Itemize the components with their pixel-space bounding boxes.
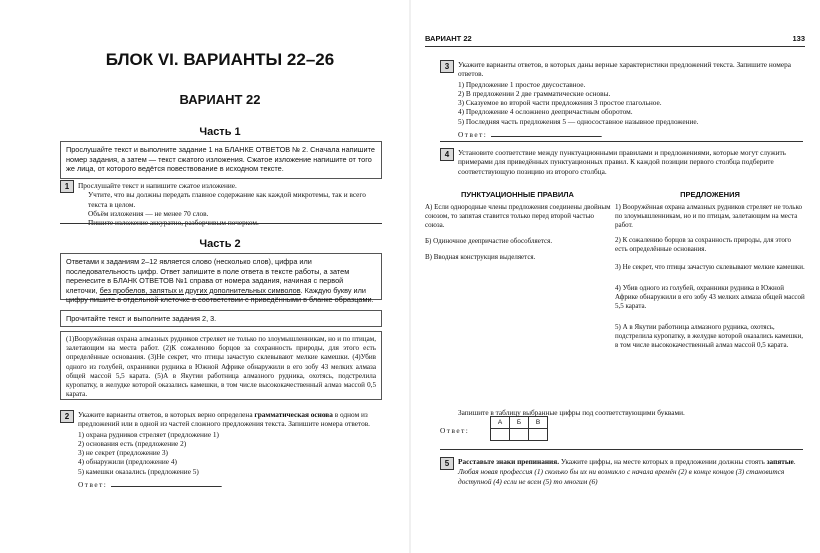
task5-number: 5	[440, 457, 454, 470]
rules-column-title: ПУНКТУАЦИОННЫЕ ПРАВИЛА	[461, 190, 574, 199]
task3-answer-row: Ответ: .	[458, 130, 604, 140]
task3-option: 3) Сказуемое во второй части предложения 3 простое глагольное.	[458, 98, 662, 108]
task3-option: 5) Последняя часть предложения 5 — односоставное назывное предложение.	[458, 116, 699, 126]
part2-instruction-b: . Каждую букву или цифру пишите в отдельной клеточке в соответствии с приведёнными в бланке образцами.	[66, 285, 374, 304]
task3-number: 3	[440, 60, 454, 73]
sentence-item: 4) Убив одного из голубей, охранники рудника в Южной Африке обнаружили в его зобу 43 мелких алмаза общей массой 5,5 карата.	[615, 284, 805, 310]
part2-title: Часть 2	[199, 238, 241, 250]
rule-item: В) Вводная конструкция выделяется.	[425, 253, 536, 261]
answer-label: Ответ:	[78, 480, 108, 490]
sentences-column	[615, 203, 805, 350]
task2-option: 5) камешки оказались (предложение 5)	[78, 466, 199, 476]
running-header: ВАРИАНТ 22	[425, 34, 472, 43]
task2-prefix: Укажите варианты ответов, в которых верно определена	[78, 410, 255, 419]
task2-answer-row: Ответ: .	[78, 480, 224, 490]
task1-line1: Прослушайте текст и напишите сжатое изложение.	[78, 181, 237, 190]
rule-item: А) Если однородные члены предложения соединены двойным союзом, то запятая ставится только перед второй частью союза.	[425, 203, 611, 229]
sentences-column-title: ПРЕДЛОЖЕНИЯ	[680, 190, 740, 199]
rules-column	[425, 203, 613, 262]
sentence-item: 2) К сожалению борцов за сохранность природы, для этого есть определённые основания.	[615, 236, 792, 253]
task4-number: 4	[440, 148, 454, 161]
task5-sentence: Любая новая профессия (1) сколько бы их ни возникло с начала времён (2) в конце концов (3) становится доступной (4) если не всем (5) то многим (6)	[458, 467, 785, 486]
task3-body	[458, 60, 803, 139]
table-cell-a[interactable]	[491, 429, 510, 441]
part2-instruction-underlined: без пробелов, запятых и других дополнительных символов	[99, 285, 301, 295]
task2-bold: грамматическая основа	[254, 410, 333, 419]
table-answer-label: Ответ:	[440, 426, 470, 435]
part1-instruction: Прослушайте текст и выполните задание 1 на БЛАНКЕ ОТВЕТОВ № 2. Сначала напишите номер задания, а затем — текст сжатого изложения. Сжатое изложение напишите от того же лица, от которого ведётся повествование в исходном тексте.	[66, 145, 375, 173]
task5-text-b: .	[793, 457, 796, 466]
block-title: БЛОК VI. ВАРИАНТЫ 22–26	[105, 50, 335, 69]
right-page	[410, 0, 820, 553]
read-text-instruction-box	[60, 310, 382, 327]
rule-item: Б) Одиночное деепричастие обособляется.	[425, 237, 553, 245]
task3-option: 1) Предложение 1 простое двусоставное.	[458, 79, 586, 89]
task1-number: 1	[60, 180, 74, 193]
part2-instruction-box	[60, 253, 382, 304]
task2-options	[78, 430, 382, 476]
table-header-c: В	[529, 417, 548, 429]
task3-option: 4) Предложение 4 осложнено деепричастным оборотом.	[458, 107, 633, 117]
answer-table	[490, 416, 548, 441]
task3-answer-field[interactable]	[491, 129, 601, 137]
task2-option: 2) основания есть (предложение 2)	[78, 438, 187, 448]
task5-bold2: запятые	[766, 457, 794, 466]
table-header-b: Б	[510, 417, 529, 429]
task1-line2: Учтите, что вы должны передать главное содержание как каждой микротемы, так и всего текста в целом.	[88, 190, 366, 209]
task2-number: 2	[60, 410, 74, 423]
part2-instruction-a: Ответами к заданиям 2–12 является слово (несколько слов), цифра или последовательность цифр. Ответ запишите в поле ответа в тексте работы, а затем перенесите в БЛАНК ОТВЕТОВ №1 справа от номера задания, начиная с первой клеточки,	[66, 257, 350, 295]
sentence-item: 5) А в Якутии работница алмазного рудника, охотясь, подстрелила куропатку, в желудке которой оказались камешки, в том числе высококачественный алмаз массой 0,5 карата.	[615, 323, 804, 349]
table-cell-b[interactable]	[510, 429, 529, 441]
task4-text: Установите соответствие между пунктуационными правилами и предложениями, которые могут служить примерами для приведённых пунктуационных правил. К каждой позиции первого столбца подберите соответствующую позицию из второго столбца.	[458, 148, 787, 176]
task5-bold: Расставьте знаки препинания.	[458, 457, 560, 466]
main-text: (1)Вооружённая охрана алмазных рудников стреляет не только по злоумышленникам, но и по птицам, залетающим на места работ. (2)К сожалению борцов за сохранность природы, для этого есть определённые основания. (3)Не секрет, что птицы зачастую склевывают мелкие камешки. (4)Убив одного из голубей, охранники рудника в Южной Африке обнаружили в его зобу 43 мелких алмаза общей массой 5,5 карата. (5)А в Якутии работница алмазного рудника, охотясь, подстрелила куропатку, в желудке которой оказались камешки, в том числе высококачественный алмаз массой 0,5 карата.	[66, 335, 376, 399]
sentence-item: 3) Не секрет, что птицы зачастую склевывают мелкие камешки.	[615, 263, 805, 271]
header-rule	[425, 46, 805, 47]
page-number: 133	[792, 34, 805, 43]
task1-body	[78, 181, 382, 227]
task2-suffix: в одном из предложений или в одной из частей сложного предложения текста. Запишите номера ответов.	[78, 410, 371, 429]
table-cell-c[interactable]	[529, 429, 548, 441]
task2-option: 3) не секрет (предложение 3)	[78, 448, 168, 458]
read-text-instruction: Прочитайте текст и выполните задания 2, 3.	[66, 314, 217, 323]
table-header-a: А	[491, 417, 510, 429]
task3-options	[458, 80, 803, 126]
table-instruction: Запишите в таблицу выбранные цифры под соответствующими буквами.	[458, 408, 685, 417]
answer-label: Ответ:	[458, 130, 488, 140]
part1-title: Часть 1	[199, 126, 241, 138]
task2-option: 1) охрана рудников стреляет (предложение 1)	[78, 429, 219, 439]
task1-line3: Объём изложения — не менее 70 слов.	[88, 208, 209, 218]
task3-option: 2) В предложении 2 две грамматические основы.	[458, 88, 611, 98]
variant-title: ВАРИАНТ 22	[179, 92, 261, 107]
task2-body	[78, 410, 382, 489]
divider	[440, 449, 803, 450]
sentence-item: 1) Вооружённая охрана алмазных рудников стреляет не только по злоумышленникам, но и по птицам, залетающим на места работ.	[615, 203, 803, 229]
main-text-box	[60, 331, 382, 400]
task2-answer-field[interactable]	[111, 479, 221, 487]
part1-instruction-box	[60, 141, 382, 179]
task2-option: 4) обнаружили (предложение 4)	[78, 457, 177, 467]
divider	[440, 141, 803, 142]
divider	[60, 223, 382, 224]
task5-text-a: Укажите цифры, на месте которых в предложении должны стоять	[559, 457, 767, 466]
task3-text: Укажите варианты ответов, в которых даны верные характеристики предложений текста. Запишите номера ответов.	[458, 60, 792, 79]
task5-body	[458, 457, 803, 486]
